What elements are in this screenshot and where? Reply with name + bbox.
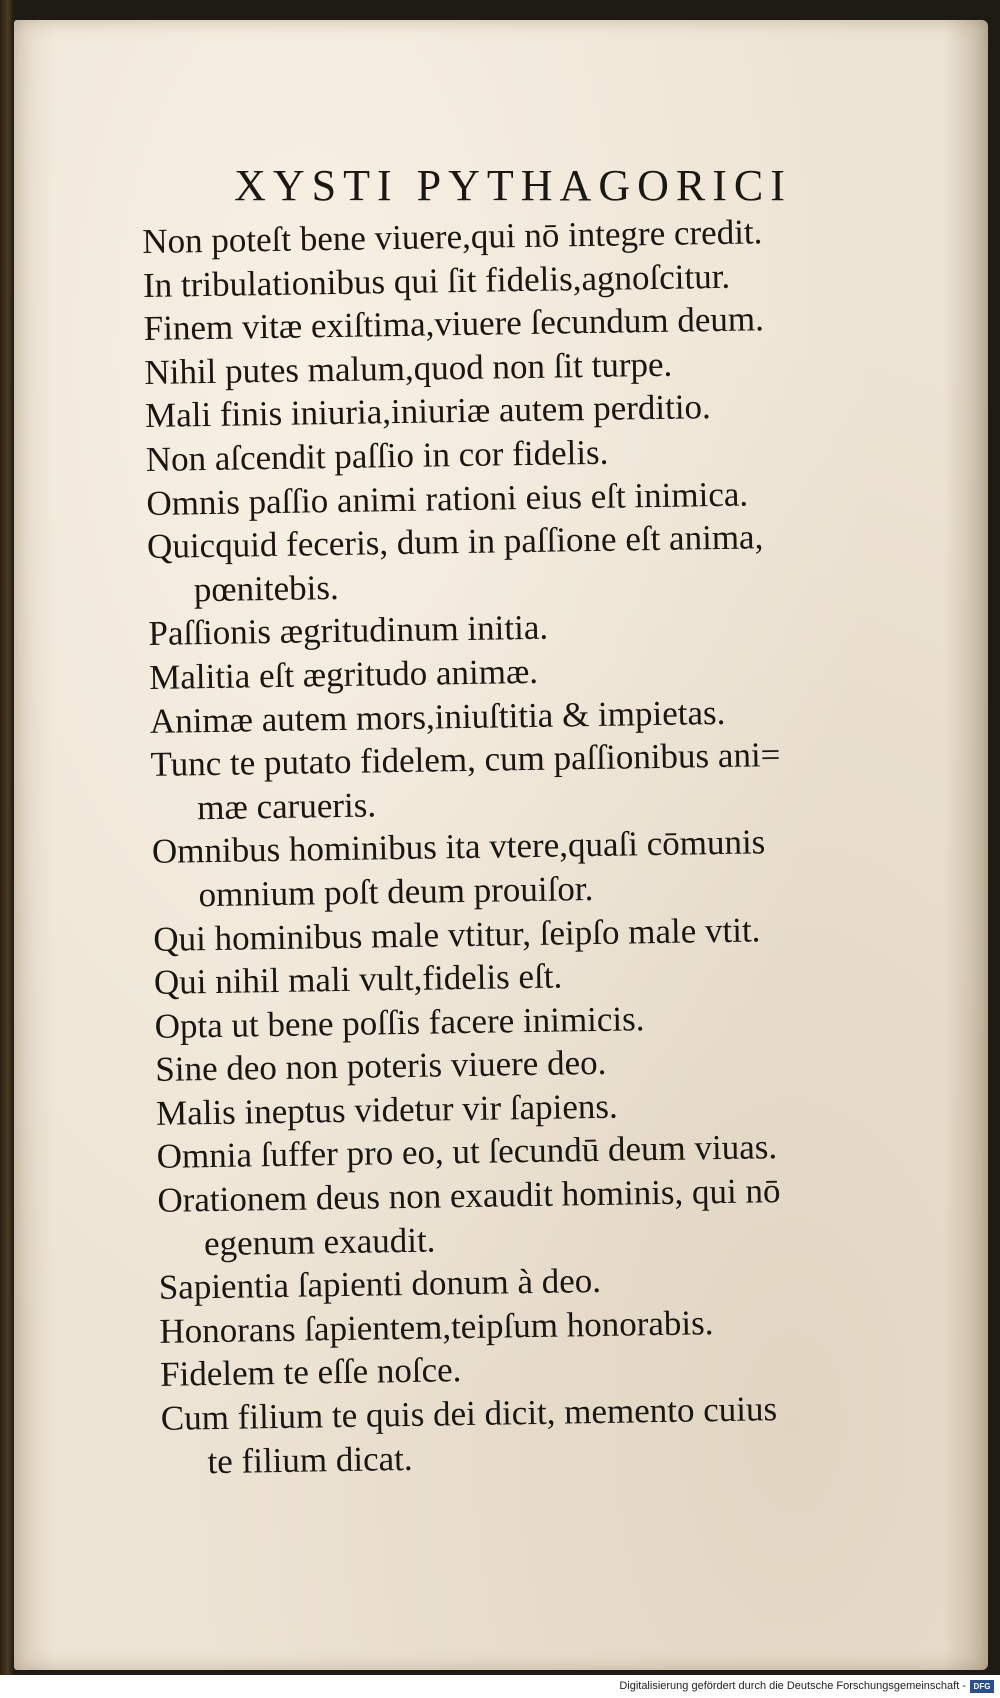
text-line: Omnibus hominibus ita vtere,quaſi cōmunis: [151, 822, 766, 872]
text-line: Opta ut bene poſſis facere inimicis.: [154, 998, 645, 1046]
text-line: In tribulationibus qui ſit fidelis,agnoſcitur.: [142, 256, 731, 305]
text-line-continuation: omnium poſt deum prouiſor.: [198, 868, 594, 915]
text-line: Honorans ſapientem,teipſum honorabis.: [159, 1303, 714, 1351]
digitization-credit: Digitalisierung gefördert durch die Deutsche Forschungsgemeinschaft -: [619, 1680, 966, 1692]
text-line-continuation: mæ carueris.: [196, 785, 377, 827]
text-line: Mali finis iniuria,iniuriæ autem perditio.: [144, 387, 712, 436]
text-line: Cum filium te quis dei dicit, memento cuius: [160, 1389, 778, 1438]
text-line: Omnis paſſio animi rationi eius eſt inimica.: [146, 474, 749, 523]
text-line-continuation: pœnitebis.: [193, 567, 339, 609]
text-line: Quicquid feceris, dum in paſſione eſt anima,: [146, 517, 764, 567]
text-line: Fidelem te eſſe noſce.: [159, 1350, 462, 1395]
text-line-continuation: te filium dicat.: [207, 1438, 413, 1481]
text-line: Tunc te putato fidelem, cum paſſionibus ani=: [150, 735, 781, 785]
text-line-continuation: egenum exaudit.: [203, 1220, 436, 1263]
book-page: [14, 20, 988, 1670]
text-line: Animæ autem mors,iniuſtitia & impietas.: [149, 692, 726, 741]
text-line: Malis ineptus videtur vir ſapiens.: [155, 1086, 619, 1133]
dfg-logo-icon: DFG: [970, 1680, 994, 1693]
text-line: Sapientia ſapienti donum à deo.: [158, 1261, 602, 1308]
digitization-credit-bar: [0, 1675, 1000, 1698]
text-block: [142, 207, 992, 1484]
text-line: Qui hominibus male vtitur, ſeipſo male vtit.: [152, 909, 761, 959]
text-line: Finem vitæ exiſtima,viuere ſecundum deum.: [143, 299, 765, 349]
text-line: Non aſcendit paſſio in cor fidelis.: [145, 432, 609, 479]
text-line: Qui nihil mali vult,fidelis eſt.: [153, 956, 563, 1002]
text-line: Omnia ſuffer pro eo, ut ſecundū deum viuas.: [156, 1127, 778, 1177]
text-line: Malitia eſt ægritudo animæ.: [148, 651, 539, 697]
text-line: Non poteſt bene viuere,qui nō integre credit.: [142, 212, 763, 261]
text-line: Nihil putes malum,quod non ſit turpe.: [144, 344, 673, 392]
running-header: XYSTI PYTHAGORICI: [234, 161, 792, 210]
text-line: Orationem deus non exaudit hominis, qui nō: [157, 1171, 781, 1220]
text-line: Sine deo non poteris viuere deo.: [155, 1043, 607, 1090]
text-line: Paſſionis ægritudinum initia.: [148, 608, 549, 654]
